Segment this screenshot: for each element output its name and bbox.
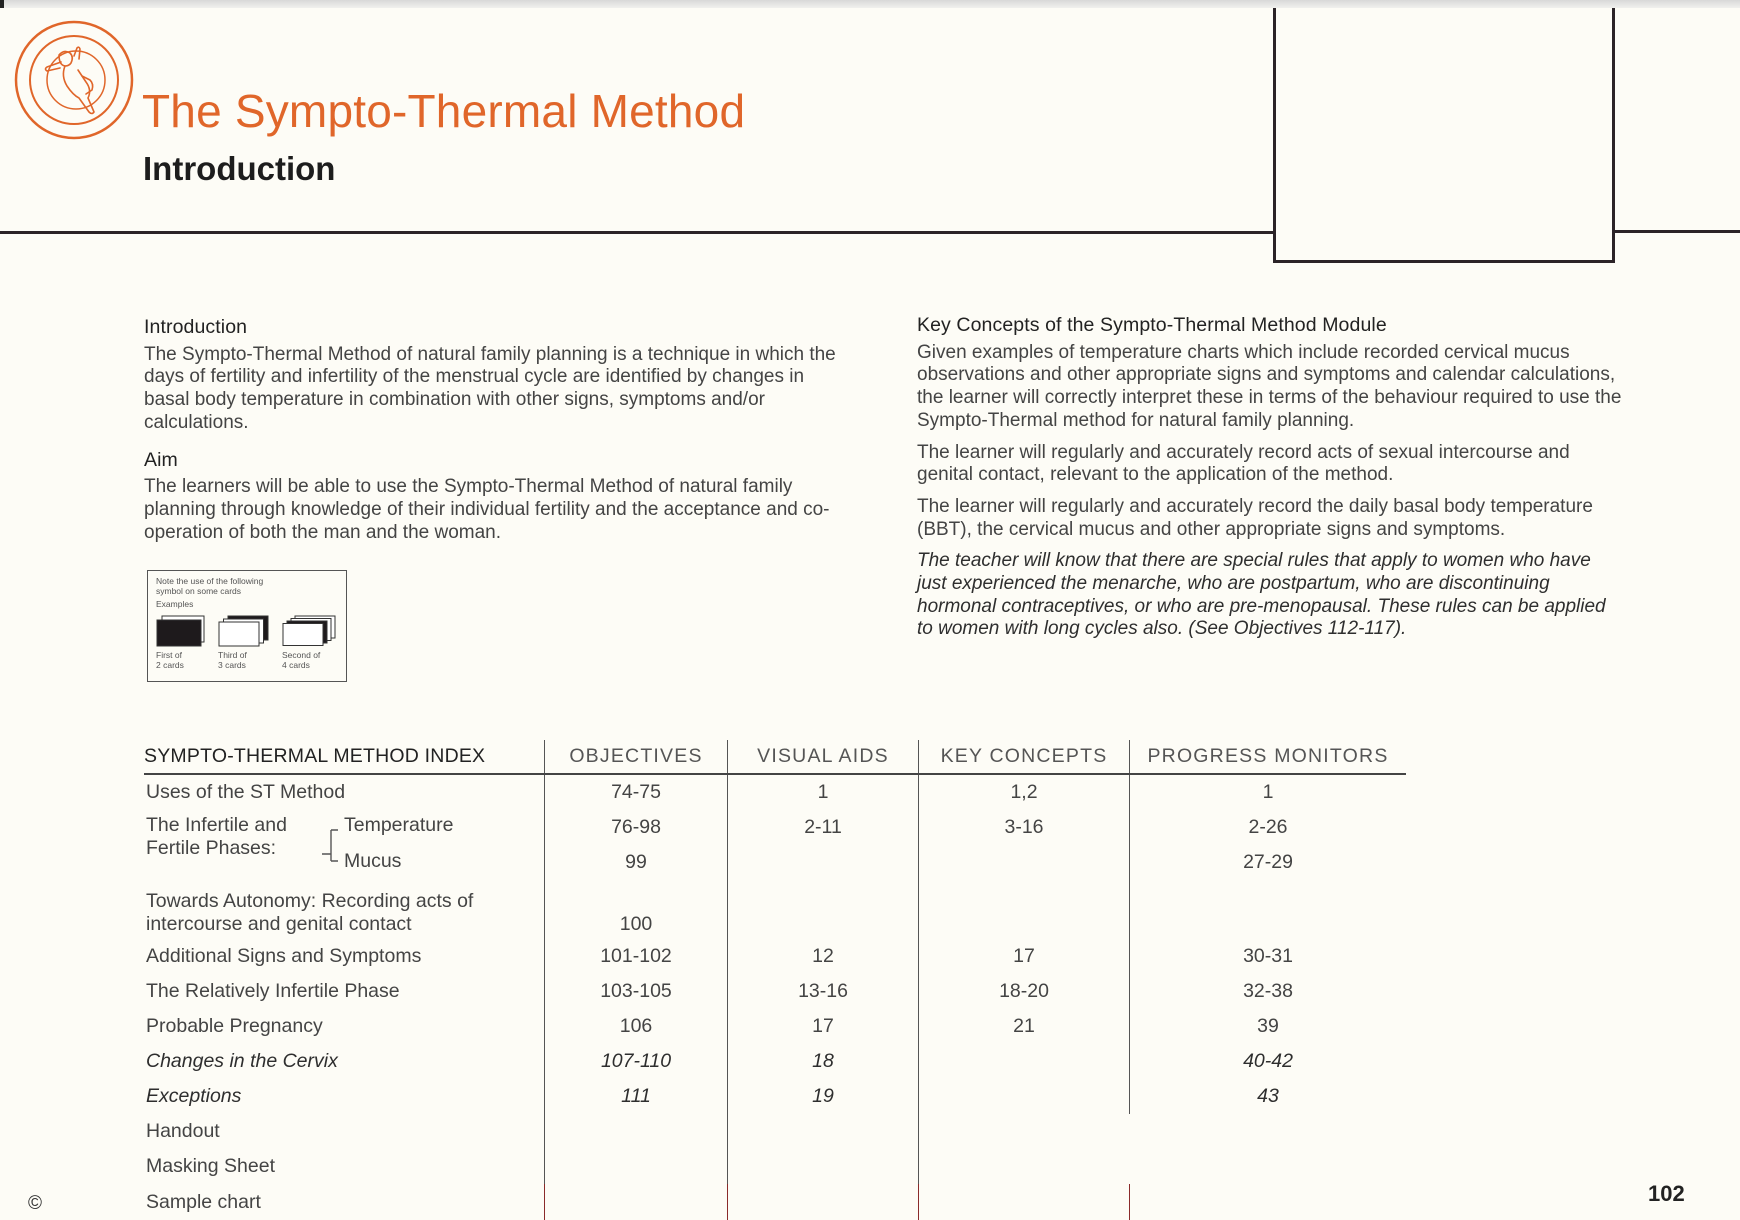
header-rule-right [1614,230,1740,233]
row-visual-aids: 12 [728,939,919,974]
key-concept-3: The learner will regularly and accurately record the daily basal body temperature (BBT), the cervical mucus and other appropriate signs and symptoms. [917,495,1593,540]
stacked-cards-icon [156,615,206,647]
row-objectives [545,1114,728,1149]
aim-heading: Aim [144,448,178,471]
table-row [144,880,1406,939]
table-header-row [144,740,1406,774]
header-rule-left [0,231,1275,234]
row-key-concepts [919,1114,1130,1149]
table-row [144,1184,1406,1220]
table-row [144,1009,1406,1044]
row-topic: Additional Signs and Symptoms [146,945,422,967]
row-progress-monitors: 32-38 [1130,974,1407,1009]
row-topic: Changes in the Cervix [146,1050,338,1072]
key-concepts-heading: Key Concepts of the Sympto-Thermal Method Module [917,314,1387,336]
left-column [144,316,854,553]
row-topic: Masking Sheet [146,1155,275,1177]
card-note-examples-label: Examples [156,599,194,609]
sub-topic-mucus: Mucus [344,850,402,872]
row-visual-aids [728,1184,919,1220]
row-visual-aids: 2-11 [728,810,919,845]
row-key-concepts [919,1184,1130,1220]
sympto-thermal-index-table [144,740,1406,1220]
row-topic: Handout [146,1120,220,1142]
intro-text: The Sympto-Thermal Method of natural family planning is a technique in which the days of fertility and infertility of the menstrual cycle are identified by changes in basal body temperature in combination with other signs, symptoms and/or calculations. [144,343,836,433]
header-index: SYMPTO-THERMAL METHOD INDEX [144,740,545,774]
row-topic: The Relatively Infertile Phase [146,980,400,1002]
teacher-note: The teacher will know that there are special rules that apply to women who have just experienced the menarche, who are postpartum, who are discontinuing hormonal contraceptives, or who are pre-menopausal. These rules can be applied to women with long cycles also. (See Objectives 112-117). [917,550,1606,640]
row-key-concepts: 21 [919,1009,1130,1044]
table-row [144,1079,1406,1114]
row-topic: Uses of the ST Method [146,781,346,803]
row-objectives: 76-98 [545,810,728,845]
row-visual-aids: 17 [728,1009,919,1044]
card-caption: Third of [218,650,247,660]
corner-tab-box [1273,8,1615,263]
row-visual-aids: 19 [728,1079,919,1114]
top-edge-strip [0,0,1740,8]
row-topic: Sample chart [146,1190,261,1213]
row-objectives [545,1184,728,1220]
row-topic-line1: The Infertile and [146,814,287,836]
row-progress-monitors: 43 [1130,1079,1407,1114]
row-key-concepts [919,1079,1130,1114]
row-progress-monitors: 39 [1130,1009,1407,1044]
row-key-concepts [919,845,1130,880]
card-note-line2: symbol on some cards [156,586,242,596]
row-objectives: 103-105 [545,974,728,1009]
row-objectives: 111 [545,1079,728,1114]
row-key-concepts: 17 [919,939,1130,974]
row-progress-monitors: 27-29 [1130,845,1407,880]
row-progress-monitors [1130,1114,1407,1149]
row-objectives: 99 [545,845,728,880]
row-visual-aids: 13-16 [728,974,919,1009]
stacked-cards-icon [282,615,338,647]
row-visual-aids [728,1114,919,1149]
row-topic: Exceptions [146,1085,242,1107]
card-caption: 4 cards [282,660,310,670]
row-visual-aids [728,845,919,880]
header-progress-monitors: PROGRESS MONITORS [1130,740,1407,774]
table-row-phases [144,810,1406,845]
table-row [144,1149,1406,1184]
row-key-concepts [919,880,1130,939]
header-visual-aids: VISUAL AIDS [728,740,919,774]
key-concept-2: The learner will regularly and accurately record acts of sexual intercourse and genital contact, relevant to the application of the method. [917,441,1570,486]
row-objectives: 74-75 [545,774,728,810]
row-key-concepts: 3-16 [919,810,1130,845]
table-row [144,774,1406,810]
page-subtitle: Introduction [143,150,336,187]
card-symbol-note [147,570,347,682]
card-caption: 2 cards [156,660,184,670]
row-topic-line2: intercourse and genital contact [146,913,412,935]
card-caption: Second of [282,650,321,660]
row-key-concepts: 18-20 [919,974,1130,1009]
row-topic-line2: Fertile Phases: [146,837,277,859]
baby-in-circles-logo-icon [12,18,136,142]
row-objectives: 101-102 [545,939,728,974]
row-visual-aids [728,880,919,939]
row-objectives: 106 [545,1009,728,1044]
bracket-connector [322,822,346,866]
header-key-concepts: KEY CONCEPTS [919,740,1130,774]
sub-topic-temperature: Temperature [344,814,454,836]
row-key-concepts [919,1044,1130,1079]
row-key-concepts [919,1149,1130,1184]
copyright-symbol: © [28,1193,42,1214]
page-title: The Sympto-Thermal Method [142,85,746,137]
top-edge-mark [0,0,4,8]
table-row [144,1044,1406,1079]
stacked-cards-icon [218,615,270,647]
row-topic [144,880,545,939]
right-column [917,314,1622,650]
intro-heading: Introduction [144,316,248,338]
card-caption: First of [156,650,182,660]
card-note-line1: Note the use of the following [156,576,264,586]
card-caption: 3 cards [218,660,246,670]
card-example-third-of-3 [218,615,270,670]
row-objectives: 100 [545,880,728,939]
row-progress-monitors: 40-42 [1130,1044,1407,1079]
row-progress-monitors: 1 [1130,774,1407,810]
row-objectives [545,1149,728,1184]
row-progress-monitors: 30-31 [1130,939,1407,974]
table-row [144,974,1406,1009]
card-example-second-of-4 [282,615,338,670]
page-number: 102 [1648,1181,1685,1206]
row-topic-line1: Towards Autonomy: Recording acts of [146,890,474,912]
row-progress-monitors: 2-26 [1130,810,1407,845]
key-concept-1: Given examples of temperature charts which include recorded cervical mucus observations and other appropriate signs and symptoms and calendar calculations, the learner will correctly interpret these in terms of the behaviour required to use the Sympto-Thermal method for natural family planning. [917,341,1622,431]
row-visual-aids [728,1149,919,1184]
row-visual-aids: 18 [728,1044,919,1079]
row-progress-monitors [1130,1149,1407,1184]
aim-text: The learners will be able to use the Sympto-Thermal Method of natural family planning through knowledge of their individual fertility and the acceptance and co-operation of both the man and the woman. [144,476,830,543]
row-objectives: 107-110 [545,1044,728,1079]
row-progress-monitors [1130,1184,1407,1220]
row-visual-aids: 1 [728,774,919,810]
card-example-first-of-2 [156,615,206,670]
row-topic: Probable Pregnancy [146,1015,323,1037]
row-key-concepts: 1,2 [919,774,1130,810]
table-row [144,1114,1406,1149]
row-progress-monitors [1130,880,1407,939]
table-row [144,939,1406,974]
header-objectives: OBJECTIVES [545,740,728,774]
